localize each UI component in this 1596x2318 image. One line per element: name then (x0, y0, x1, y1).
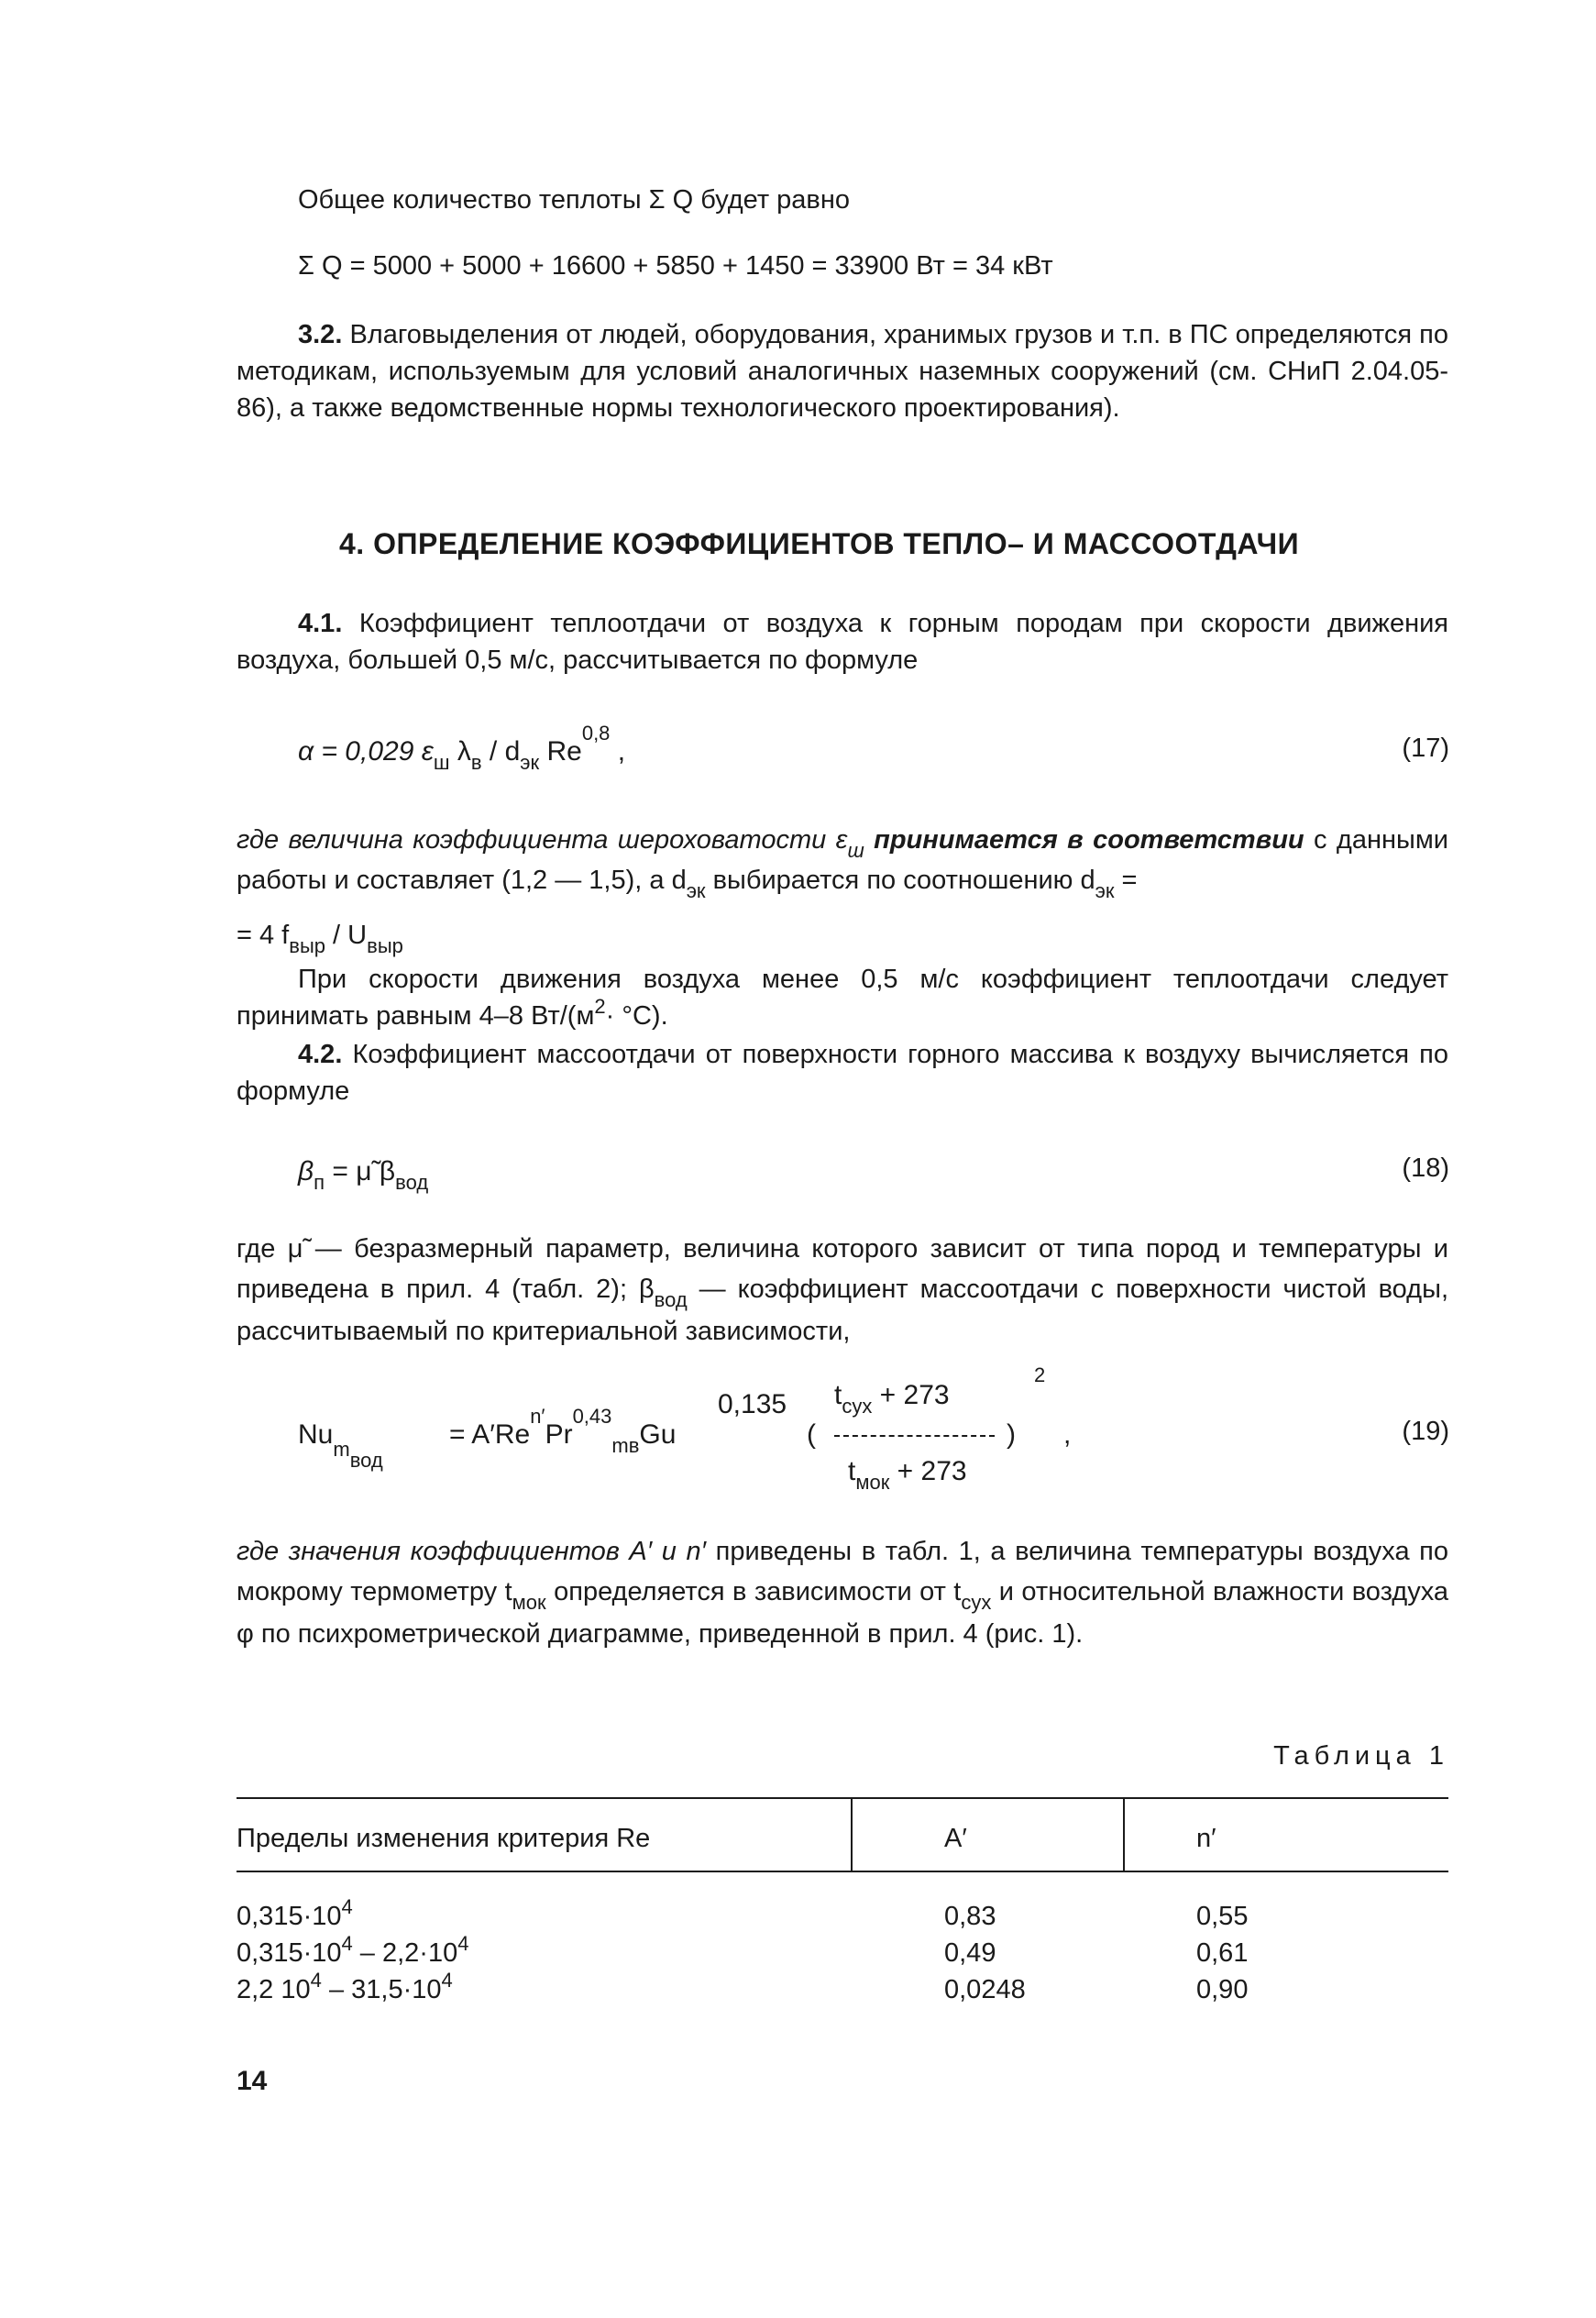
section-4-2-text: Коэффициент массоотдачи от поверхности горного массива к воздуху вычисляется по формуле (237, 1040, 1449, 1106)
table-row-3-a: 0,0248 (944, 1975, 1026, 2004)
section-4-1-paragraph (237, 605, 1448, 679)
section-4-2-number: 4.2. (298, 1040, 343, 1069)
table-header-n: n′ (1196, 1824, 1216, 1853)
section-4-2-paragraph (237, 1036, 1448, 1109)
table-row-1-n: 0,55 (1196, 1902, 1249, 1931)
table-header-rule (237, 1871, 1448, 1872)
page-number: 14 (237, 2066, 268, 2096)
equation-17-number: (17) (1402, 734, 1449, 763)
total-heat-intro: Общее количество теплоты Σ Q будет равно (298, 185, 850, 215)
table-divider-1 (851, 1797, 853, 1871)
section-3-2-paragraph (237, 316, 1448, 426)
table-header-a: A′ (944, 1824, 967, 1853)
equation-19-paren-left: ( (807, 1419, 816, 1450)
low-speed-paragraph: При скорости движения воздуха менее 0,5 м/с коэффициент теплоотдачи следует принимать равным 4–8 $Вт/(м^2\cdot ^\circ С)$. (237, 965, 1448, 1031)
section-3-2-number: 3.2. (298, 320, 343, 349)
table-row-3-re: 2,2 $10^4 - 31,5\cdot 10^4$ (237, 1969, 453, 2004)
equation-19-lhs: $Nu_{mвод}$ (298, 1419, 383, 1472)
equation-17-explanation: где величина коэффициента шероховатости $\varepsilon_ш$ принимается в соответствии с данными работы и составляет (1,2 — 1,5), а $d_{эк}$ выбирается по соотношению $d_{эк}$ = (237, 825, 1448, 902)
equation-18-explanation: где μ̃ — безразмерный параметр, величина которого зависит от типа пород и температуры и приведена в прил. 4 (табл. 2); $\beta_{вод}$ — коэффициент массоотдачи с поверхности чистой воды, рассчитываемый по критериальной зависимости, (237, 1234, 1448, 1346)
table-row-1-a: 0,83 (944, 1902, 996, 1931)
table-divider-2 (1123, 1797, 1125, 1871)
equation-19-numerator: $t_{сух} + 273$ (834, 1380, 950, 1418)
table-row-2-a: 0,49 (944, 1938, 996, 1968)
equation-18-number: (18) (1402, 1153, 1449, 1183)
equation-19-gu-exponent: 0,135 (718, 1389, 787, 1419)
table-caption: Таблица 1 (1273, 1741, 1449, 1771)
table-row-2-n: 0,61 (1196, 1938, 1249, 1968)
table-row-3-n: 0,90 (1196, 1975, 1249, 2004)
equation-17-dek-definition: = 4 $f_{выр} / U_{выр}$ (237, 921, 403, 957)
equation-19-fraction-bar (834, 1417, 995, 1453)
equation-19-number: (19) (1402, 1417, 1449, 1446)
equation-19-square: 2 (1034, 1363, 1046, 1386)
equation-19-rhs: = $A'Re^{n'}Pr^{0,43}_{mв}Gu$ (449, 1405, 677, 1457)
total-heat-equation: Σ Q = 5000 + 5000 + 16600 + 5850 + 1450 = 33900 Вт = 34 кВт (298, 251, 1053, 281)
equation-18: $\beta_п$ = μ̃ $\beta_{вод}$ (298, 1156, 429, 1194)
equation-19-paren-right: ) (1007, 1419, 1016, 1450)
equation-19-explanation: где значения коэффициентов A′ и n′ приведены в табл. 1, а величина температуры воздуха по мокрому термометру $t_{мок}$ определяется в зависимости от $t_{сух}$ и относительной влажности воздуха φ по психрометрической диаграмме, приведенной в прил. 4 (рис. 1). (237, 1537, 1448, 1649)
table-row-2-re: $0,315\cdot 10^4 - 2,2\cdot 10^4$ (237, 1932, 469, 1968)
table-top-rule (237, 1797, 1448, 1799)
equation-19-comma: , (1063, 1419, 1072, 1450)
section-4-1-number: 4.1. (298, 609, 343, 638)
table-row-1-re: $0,315\cdot 10^4$ (237, 1895, 353, 1931)
equation-19-denominator: $t_{мок} + 273$ (848, 1456, 967, 1494)
table-header-re: Пределы изменения критерия Re (237, 1824, 651, 1853)
section-4-1-text: Коэффициент теплоотдачи от воздуха к горным породам при скорости движения воздуха, большей 0,5 м/с, рассчитывается по формуле (237, 609, 1448, 675)
equation-17: α = 0,029 $\varepsilon_ш$ $\lambda_в / d_{эк}$ Re$^{0,8}$ , (298, 722, 626, 774)
section-4-heading: 4. ОПРЕДЕЛЕНИЕ КОЭФФИЦИЕНТОВ ТЕПЛО– И МАССООТДАЧИ (339, 527, 1300, 560)
section-3-2-text: Влаговыделения от людей, оборудования, хранимых грузов и т.п. в ПС определяются по методикам, используемым для условий аналогичных наземных сооружений (см. СНиП 2.04.05-86), а также ведомственные нормы технологического проектирования). (237, 320, 1448, 423)
